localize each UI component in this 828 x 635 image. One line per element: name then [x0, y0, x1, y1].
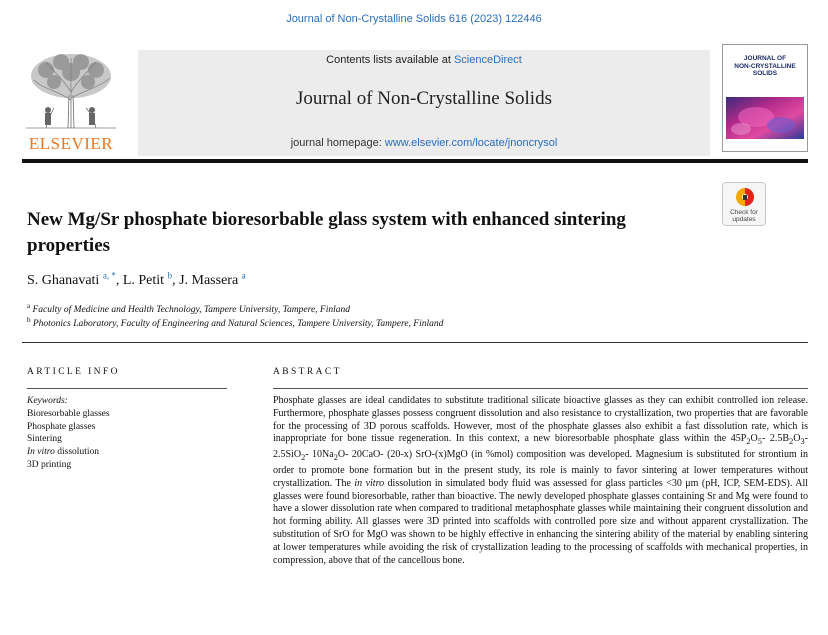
keyword-item: In vitro dissolution [27, 447, 99, 458]
elsevier-tree-icon [26, 50, 116, 130]
article-title: New Mg/Sr phosphate bioresorbable glass system with enhanced sintering properties [27, 209, 626, 256]
journal-title: Journal of Non-Crystalline Solids [296, 88, 552, 109]
sciencedirect-link[interactable]: ScienceDirect [453, 54, 522, 66]
abstract-part: 2 [789, 437, 794, 447]
elsevier-logo [22, 50, 120, 154]
affiliation-text: Faculty of Medicine and Health Technology, Tampere University, Tampere, Finland [32, 305, 350, 315]
keyword-item: Phosphate glasses [27, 421, 96, 432]
abstract-part: 2 [301, 453, 306, 463]
affiliation [27, 315, 444, 329]
author-name[interactable]: J. Massera [179, 273, 239, 288]
check-updates-label: Check for updates [730, 209, 758, 223]
header-divider [22, 159, 808, 163]
affiliation-marker: a [27, 301, 31, 310]
abstract-part: - 10Na [305, 449, 334, 461]
keyword-list [27, 408, 110, 472]
check-for-updates-button[interactable] [722, 182, 766, 226]
author-separator: , [115, 273, 123, 288]
keyword-item: Bioresorbable glasses [27, 409, 110, 419]
cover-title-line1: JOURNAL OF [743, 55, 787, 62]
abstract-part: dissolution in simulated body fluid was assessed for glass particles <30 μm (pH, ICP, SEM-EDS). All glasses were found bioresorbable, rather than bioactive. The newly developed phosphate glasses containing Sr and Mg were found to have a slower dissolution rate when compared to traditional metaphosphate glasses while maintaining their congruent dissolution and hot forming ability. All glasses were 3D printed into scaffolds with controlled pore size and without apparent crystallization. The substitution of SrO for MgO was shown to be highly effective in enhancing the sintering ability of the material by enabling sintering at lower temperatures while avoiding the risk of crystallization leading to the processing of scaffolds with mechanical properties, in compression, above that of the cancellous bone. [273, 477, 808, 566]
abstract-divider [273, 388, 808, 389]
abstract-part: O- 20CaO- (20-x) SrO-(x)MgO (in %mol) composition was developed. Magnesium is substituted for strontium in order to promote bone formation but in the present study, its role is mainly to favor sintering at lower temperatures without crystallization. The [273, 449, 808, 489]
affiliation-text: Photonics Laboratory, Faculty of Engineering and Natural Sciences, Tampere University, Tampere, Finland [32, 319, 444, 329]
abstract-text [273, 395, 808, 567]
journal-citation[interactable]: Journal of Non-Crystalline Solids 616 (2023) 122446 [286, 13, 542, 25]
journal-banner [138, 50, 710, 156]
section-divider [22, 342, 808, 343]
journal-homepage [138, 137, 710, 149]
contents-prefix: Contents lists available at [326, 54, 454, 66]
author-separator: , [172, 273, 180, 288]
abstract-part: O [750, 433, 758, 445]
abstract-part: - 2.5SiO [273, 433, 808, 461]
cover-title-line2: NON-CRYSTALLINE SOLIDS [734, 62, 796, 77]
contents-availability [138, 54, 710, 66]
affiliation [27, 301, 350, 315]
abstract-part: 3 [800, 437, 805, 447]
keywords-label: Keywords: [27, 396, 68, 406]
check-updates-icon [735, 187, 755, 209]
author-affiliation-marker[interactable]: b [167, 270, 173, 281]
cover-image [726, 97, 804, 139]
keyword-item: Sintering [27, 434, 62, 445]
affiliation-marker: b [27, 315, 31, 324]
abstract-part: - 2.5B [761, 433, 790, 445]
abstract-part: 2 [746, 437, 751, 447]
author-affiliation-marker[interactable]: a, * [102, 270, 116, 281]
abstract-part: O [793, 433, 801, 445]
abstract-part: Phosphate glasses are ideal candidates to substitute traditional silicate bioactive glasses as they can exhibit controlled ion release. Furthermore, phosphate glasses possess congruent dissolution and also resistance to crystallization, two properties that are favorable for the processing of 3D porous scaffolds. However, most of the phosphate glasses also exhibit a fast dissolution rate, which is inappropriate for bone tissue regeneration. In this context, a new bioresorbable phosphate glass within the 45P [273, 395, 808, 445]
homepage-prefix: journal homepage: [290, 137, 385, 149]
abstract-part: in vitro [354, 477, 385, 489]
author-list [27, 270, 246, 289]
abstract-part: 5 [757, 437, 762, 447]
cover-title [723, 55, 807, 78]
abstract-part: 2 [333, 453, 338, 463]
article-info-divider [27, 388, 227, 389]
author-name[interactable]: L. Petit [122, 273, 165, 288]
article-info-heading: ARTICLE INFO [27, 367, 120, 377]
journal-cover[interactable] [722, 44, 808, 152]
author-affiliation-marker[interactable]: a [241, 270, 246, 281]
keyword-item: 3D printing [27, 459, 72, 470]
homepage-link[interactable]: www.elsevier.com/locate/jnoncrysol [384, 137, 558, 149]
abstract-heading: ABSTRACT [273, 367, 342, 377]
elsevier-wordmark: ELSEVIER [28, 134, 114, 153]
author-name[interactable]: S. Ghanavati [27, 273, 100, 288]
